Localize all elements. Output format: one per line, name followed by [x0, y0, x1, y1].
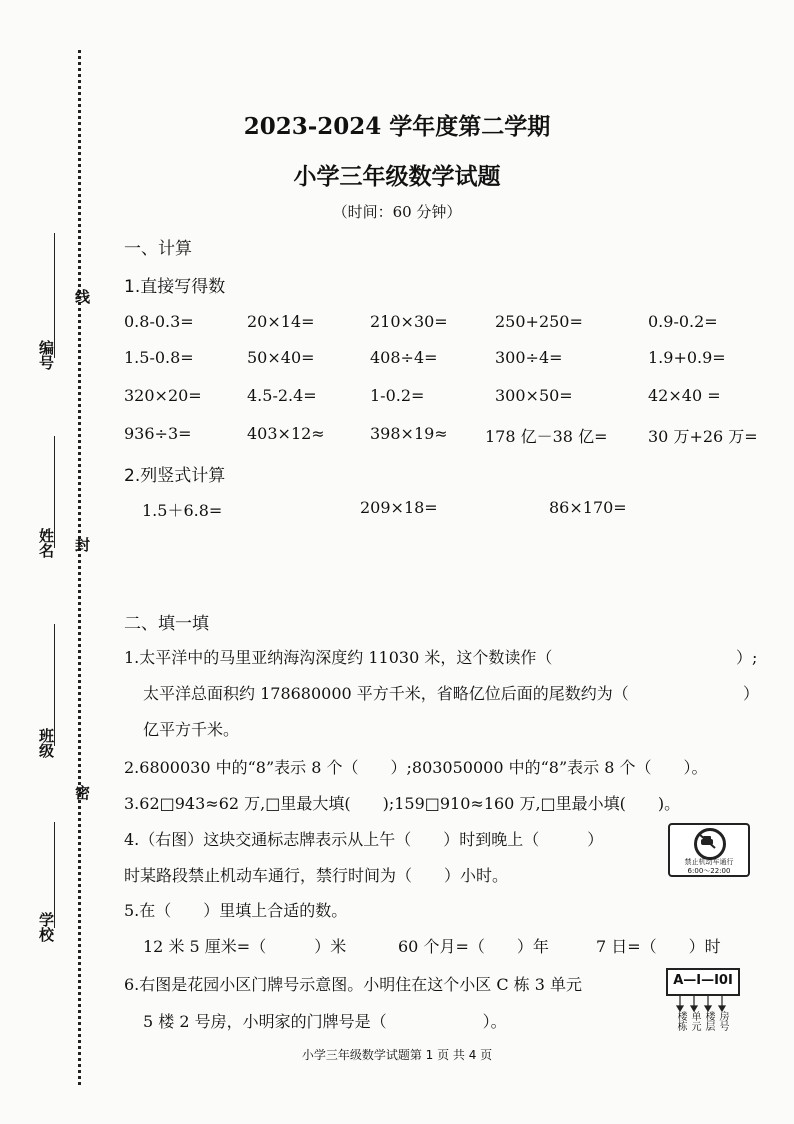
plate-label: 单元: [689, 1011, 700, 1031]
calc-item: 1.5-0.8=: [124, 348, 194, 367]
fill-q4-line1: 4.（右图）这块交通标志牌表示从上午（ ）时到晚上（ ）: [124, 830, 604, 849]
calc-item: 20×14=: [247, 312, 315, 331]
field-xuexiao-line[interactable]: [54, 822, 55, 928]
label-banji: 班级: [37, 728, 55, 758]
calc-item: 250+250=: [495, 312, 583, 331]
label-xuexiao: 学校: [37, 912, 55, 942]
calc-item: 300×50=: [495, 386, 573, 405]
q1-heading: 1.直接写得数: [124, 277, 226, 297]
door-number-plate: [666, 968, 740, 996]
seal-mi: 密: [75, 784, 91, 802]
fill-q1-line3: 亿平方千米。: [143, 720, 240, 739]
calc-item: 1.9+0.9=: [648, 348, 726, 367]
field-xingming-line[interactable]: [54, 436, 55, 548]
exam-subtitle: 小学三年级数学试题: [293, 163, 501, 190]
fill-q1-line2-end: ）: [743, 684, 760, 703]
calc-item: 0.8-0.3=: [124, 312, 194, 331]
calc-item: 403×12≈: [247, 424, 325, 443]
vertical-calc-item: 1.5＋6.8=: [142, 501, 223, 520]
calc-item: 1-0.2=: [370, 386, 425, 405]
fill-q5-a: 12 米 5 厘米=（ ）米: [143, 937, 347, 956]
plate-label: 楼层: [703, 1011, 714, 1031]
fill-q5-b: 60 个月=（ ）年: [398, 937, 549, 956]
plate-arrows-icon: [666, 994, 738, 1012]
fill-q3: 3.62□943≈62 万,□里最大填( );159□910≈160 万,□里最小填( )。: [124, 794, 681, 813]
calc-item: 936÷3=: [124, 424, 192, 443]
calc-item: 0.9-0.2=: [648, 312, 718, 331]
field-banji-line[interactable]: [54, 624, 55, 746]
no-motor-vehicle-icon: [694, 828, 726, 860]
fill-q1-line2: 太平洋总面积约 178680000 平方千米，省略亿位后面的尾数约为（: [143, 684, 629, 703]
fill-q4-line2: 时某路段禁止机动车通行，禁行时间为（ ）小时。: [124, 866, 509, 885]
plate-label: 房号: [717, 1011, 728, 1031]
seal-xian: 线: [75, 288, 91, 306]
plate-label: 楼栋: [675, 1011, 686, 1031]
section2-heading: 二、填一填: [124, 614, 209, 634]
calc-item: 320×20=: [124, 386, 202, 405]
section1-heading: 一、计算: [124, 239, 192, 259]
traffic-sign: [668, 823, 750, 877]
exam-time: （时间：60 分钟）: [332, 203, 462, 221]
vertical-calc-item: 209×18=: [360, 498, 438, 517]
fill-q6-line2: 5 楼 2 号房，小明家的门牌号是（ ）。: [143, 1012, 507, 1031]
calc-item: 30 万+26 万=: [648, 427, 758, 446]
label-xingming: 姓名: [37, 528, 55, 558]
vertical-calc-item: 86×170=: [549, 498, 627, 517]
door-number-code: A—I—I0I: [673, 973, 733, 988]
seal-feng: 封: [75, 536, 91, 554]
calc-item: 50×40=: [247, 348, 315, 367]
fill-q2: 2.6800030 中的“8”表示 8 个（ ）;803050000 中的“8”表示 8 个（ ）。: [124, 758, 708, 777]
calc-item: 210×30=: [370, 312, 448, 331]
calc-item: 408÷4=: [370, 348, 438, 367]
q2-heading: 2.列竖式计算: [124, 466, 226, 486]
traffic-sign-text: 禁止机动车通行: [684, 858, 734, 866]
label-bianhao: 编号: [37, 340, 55, 370]
calc-item: 398×19≈: [370, 424, 448, 443]
calc-item: 300÷4=: [495, 348, 563, 367]
exam-title: 2023-2024 学年度第二学期: [243, 113, 551, 140]
field-bianhao-line[interactable]: [54, 233, 55, 358]
page-footer: 小学三年级数学试题第 1 页 共 4 页: [301, 1048, 493, 1062]
fill-q5-c: 7 日=（ ）时: [596, 937, 721, 956]
fill-q5: 5.在（ ）里填上合适的数。: [124, 901, 348, 920]
traffic-sign-time: 6:00～22:00: [687, 867, 731, 875]
calc-item: 42×40 =: [648, 386, 721, 405]
fill-q1-line1: 1.太平洋中的马里亚纳海沟深度约 11030 米，这个数读作（: [124, 648, 553, 667]
fill-q6-line1: 6.右图是花园小区门牌号示意图。小明住在这个小区 C 栋 3 单元: [124, 975, 583, 994]
calc-item: 178 亿－38 亿=: [485, 427, 608, 446]
fill-q1-line1-end: ）;: [736, 648, 758, 667]
calc-item: 4.5-2.4=: [247, 386, 317, 405]
